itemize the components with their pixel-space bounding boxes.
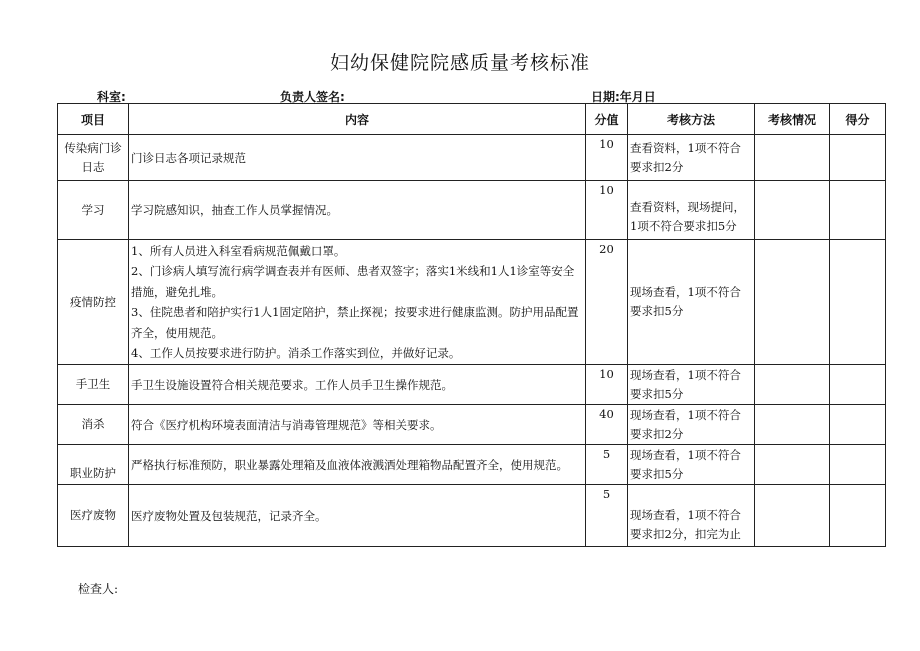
row-method: 现场查看，1项不符合要求扣5分 [628,445,755,485]
row-score: 5 [586,485,628,547]
table-row [58,445,886,485]
content-line: 1、所有人员进入科室看病规范佩戴口罩。 [131,243,346,258]
row-content: 学习院感知识，抽查工作人员掌握情况。 [129,181,586,240]
row-status-cell[interactable] [755,181,830,240]
row-item: 学习 [58,181,129,240]
col-header-method: 考核方法 [628,104,755,135]
row-method: 现场查看，1项不符合要求扣5分 [628,365,755,405]
row-score: 10 [586,181,628,240]
row-content [129,240,586,365]
row-points-cell[interactable] [830,405,886,445]
table-row [58,240,886,365]
row-points-cell[interactable] [830,445,886,485]
document-title: 妇幼保健院院感质量考核标准 [329,52,590,74]
row-status-cell[interactable] [755,445,830,485]
row-content: 严格执行标准预防，职业暴露处理箱及血液体液溅洒处理箱物品配置齐全，使用规范。 [129,445,586,485]
row-points-cell[interactable] [830,181,886,240]
col-header-points: 得分 [830,104,886,135]
row-points-cell[interactable] [830,485,886,547]
row-method: 现场查看，1项不符合要求扣5分 [628,240,755,365]
row-item: 消杀 [58,405,129,445]
assessment-table [57,103,886,547]
row-method: 现场查看，1项不符合要求扣2分，扣完为止 [628,485,755,547]
row-score: 10 [586,135,628,181]
table-row [58,485,886,547]
row-score: 20 [586,240,628,365]
col-header-item: 项目 [58,104,129,135]
table-row [58,365,886,405]
row-status-cell[interactable] [755,365,830,405]
row-method: 查看资料，1项不符合要求扣2分 [628,135,755,181]
row-content: 门诊日志各项记录规范 [129,135,586,181]
col-header-content: 内容 [129,104,586,135]
table-row [58,135,886,181]
row-score: 40 [586,405,628,445]
content-line: 2、门诊病人填写流行病学调查表并有医师、患者双签字；落实1米线和1人1诊室等安全措施，避免扎堆。 [131,264,575,299]
row-status-cell[interactable] [755,135,830,181]
table-row [58,405,886,445]
row-item: 职业防护 [58,445,129,485]
row-item: 手卫生 [58,365,129,405]
row-method: 查看资料，现场提问，1项不符合要求扣5分 [628,181,755,240]
table-header-row [58,104,886,135]
row-points-cell[interactable] [830,135,886,181]
col-header-score: 分值 [586,104,628,135]
row-item: 疫情防控 [58,240,129,365]
row-method: 现场查看，1项不符合要求扣2分 [628,405,755,445]
col-header-status: 考核情况 [755,104,830,135]
row-points-cell[interactable] [830,365,886,405]
row-content: 手卫生设施设置符合相关规范要求。工作人员手卫生操作规范。 [129,365,586,405]
row-item: 医疗废物 [58,485,129,547]
row-score: 5 [586,445,628,485]
row-status-cell[interactable] [755,485,830,547]
department-label: 科室: [97,90,126,104]
checker-label: 检查人: [78,582,119,596]
row-status-cell[interactable] [755,240,830,365]
row-content: 符合《医疗机构环境表面清洁与消毒管理规范》等相关要求。 [129,405,586,445]
row-content: 医疗废物处置及包装规范，记录齐全。 [129,485,586,547]
signer-label: 负责人签名: [280,90,345,104]
date-label: 日期:年月日 [591,90,656,104]
content-line: 4、工作人员按要求进行防护。消杀工作落实到位，并做好记录。 [131,346,461,360]
row-item: 传染病门诊日志 [58,135,129,181]
row-status-cell[interactable] [755,405,830,445]
content-line: 3、住院患者和陪护实行1人1固定陪护，禁止探视；按要求进行健康监测。防护用品配置齐全，使用规范。 [131,305,579,340]
row-score: 10 [586,365,628,405]
row-points-cell[interactable] [830,240,886,365]
table-row [58,181,886,240]
